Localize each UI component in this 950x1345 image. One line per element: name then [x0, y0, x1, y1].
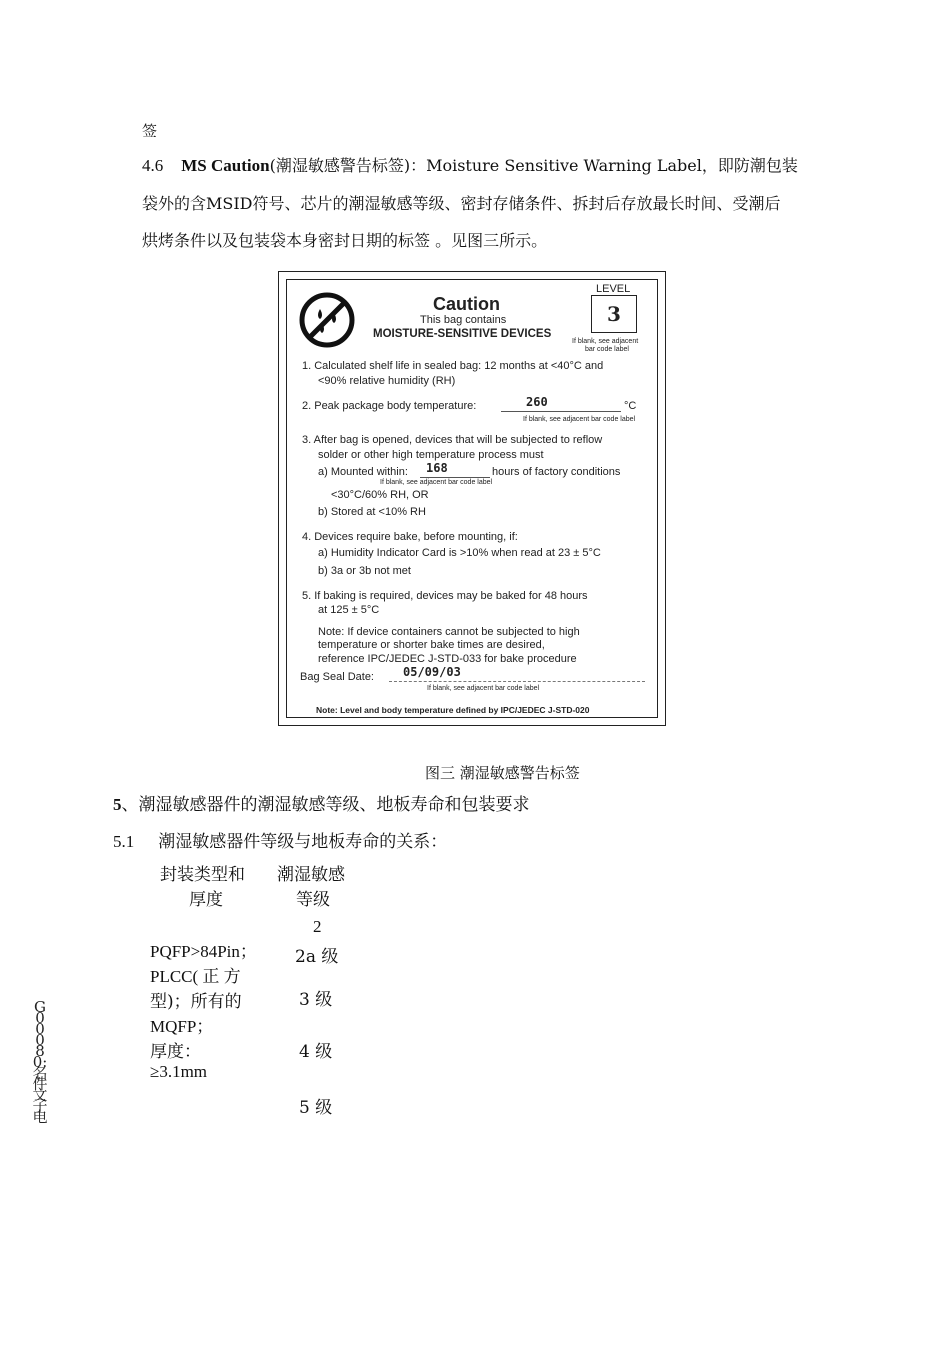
moisture-warning-icon	[298, 291, 356, 349]
level-box: 3	[591, 295, 637, 333]
level-caption: LEVEL	[596, 283, 631, 295]
item3-conditions: <30°C/60% RH, OR	[331, 489, 429, 501]
item3-value: 168	[426, 461, 448, 475]
table-level-row: 2	[313, 917, 322, 936]
label-title: Caution	[433, 294, 500, 314]
item2-value: 260	[526, 395, 548, 409]
item3-hours: hours of factory conditions	[492, 466, 621, 478]
page-fragment: 签	[142, 122, 158, 140]
table-level-row: 2a 级	[295, 947, 339, 967]
item5-line2: at 125 ± 5°C	[318, 604, 380, 616]
caution-label	[286, 279, 658, 718]
note-line1: Note: If device containers cannot be subjected to high	[318, 626, 580, 638]
table-package-line3: 型)；所有的	[150, 992, 242, 1012]
item4-line1: 4. Devices require bake, before mounting, if:	[302, 531, 518, 543]
level-note-line2: bar code label	[585, 346, 629, 353]
note-line3: reference IPC/JEDEC J-STD-033 for bake procedure	[318, 653, 577, 665]
label-footer: Note: Level and body temperature defined by IPC/JEDEC J-STD-020	[316, 705, 590, 715]
figure-caption: 图三 潮湿敏感警告标签	[425, 764, 580, 782]
seal-date-underline	[389, 681, 645, 682]
table-header-col2-line1: 潮湿敏感	[277, 865, 345, 885]
item1-line2: <90% relative humidity (RH)	[318, 375, 456, 387]
item4-line2: a) Humidity Indicator Card is >10% when read at 23 ± 5°C	[318, 547, 601, 559]
seal-date-value: 05/09/03	[403, 665, 461, 679]
section-5-number: 5	[113, 795, 122, 814]
table-level-row: 3 级	[299, 990, 333, 1010]
item5-line1: 5. If baking is required, devices may be baked for 48 hours	[302, 590, 588, 602]
table-header-col1-line1: 封装类型和	[160, 865, 245, 885]
table-package-line6: ≥3.1mm	[150, 1062, 208, 1081]
table-package-line1: PQFP>84Pin；	[150, 942, 257, 961]
section-5-heading	[113, 790, 530, 815]
section-5-1-number: 5.1	[113, 832, 135, 851]
item3-stored: b) Stored at <10% RH	[318, 506, 426, 518]
item3-underline	[420, 477, 490, 478]
table-header-col2-line2: 等级	[296, 890, 330, 910]
item1-line1: 1. Calculated shelf life in sealed bag: 12 months at <40°C and	[302, 360, 604, 372]
side-watermark: G00080:名件文子电	[32, 998, 48, 1126]
section-4-6-line3: 烘烤条件以及包装袋本身密封日期的标签 。见图三所示。	[142, 231, 548, 250]
label-subtitle: This bag contains	[420, 314, 507, 326]
table-package-line2: PLCC( 正 方	[150, 967, 241, 986]
item3-line2: solder or other high temperature process must	[318, 449, 544, 461]
table-package-line5: 厚度：	[150, 1042, 201, 1062]
section-number: 4.6	[142, 156, 164, 175]
seal-date-note: If blank, see adjacent bar code label	[427, 685, 540, 692]
section-4-6-line1	[142, 148, 798, 184]
section-5-1-heading	[113, 827, 447, 852]
item2-underline	[501, 411, 621, 412]
section-5-1-title: 潮湿敏感器件等级与地板寿命的关系：	[158, 832, 448, 852]
section-term: MS Caution	[181, 156, 270, 175]
section-5-title: 、潮湿敏感器件的潮湿敏感等级、地板寿命和包装要求	[121, 795, 530, 815]
item2-note: If blank, see adjacent bar code label	[523, 416, 636, 423]
table-package-line4: MQFP；	[150, 1017, 214, 1036]
item3-mounted: a) Mounted within:	[318, 466, 408, 478]
level-note-line1: If blank, see adjacent	[572, 338, 639, 345]
table-header-col1-line2: 厚度	[189, 890, 223, 910]
note-line2: temperature or shorter bake times are desired,	[318, 639, 545, 651]
item3-note: If blank, see adjacent bar code label	[380, 479, 493, 486]
table-level-row: 5 级	[299, 1098, 333, 1118]
item4-line3: b) 3a or 3b not met	[318, 565, 411, 577]
item2-unit: °C	[624, 400, 637, 412]
label-heading: MOISTURE-SENSITIVE DEVICES	[373, 328, 552, 340]
seal-date-label: Bag Seal Date:	[300, 671, 374, 683]
item3-line1: 3. After bag is opened, devices that will be subjected to reflow	[302, 434, 603, 446]
item2-text: 2. Peak package body temperature:	[302, 400, 477, 412]
section-line1-text: (潮湿敏感警告标签)：Moisture Sensitive Warning Label，即防潮包装	[269, 156, 798, 175]
table-level-row: 4 级	[299, 1042, 333, 1062]
section-4-6-line2: 袋外的含MSID符号、芯片的潮湿敏感等级、密封存储条件、拆封后存放最长时间、受潮后	[142, 194, 781, 213]
